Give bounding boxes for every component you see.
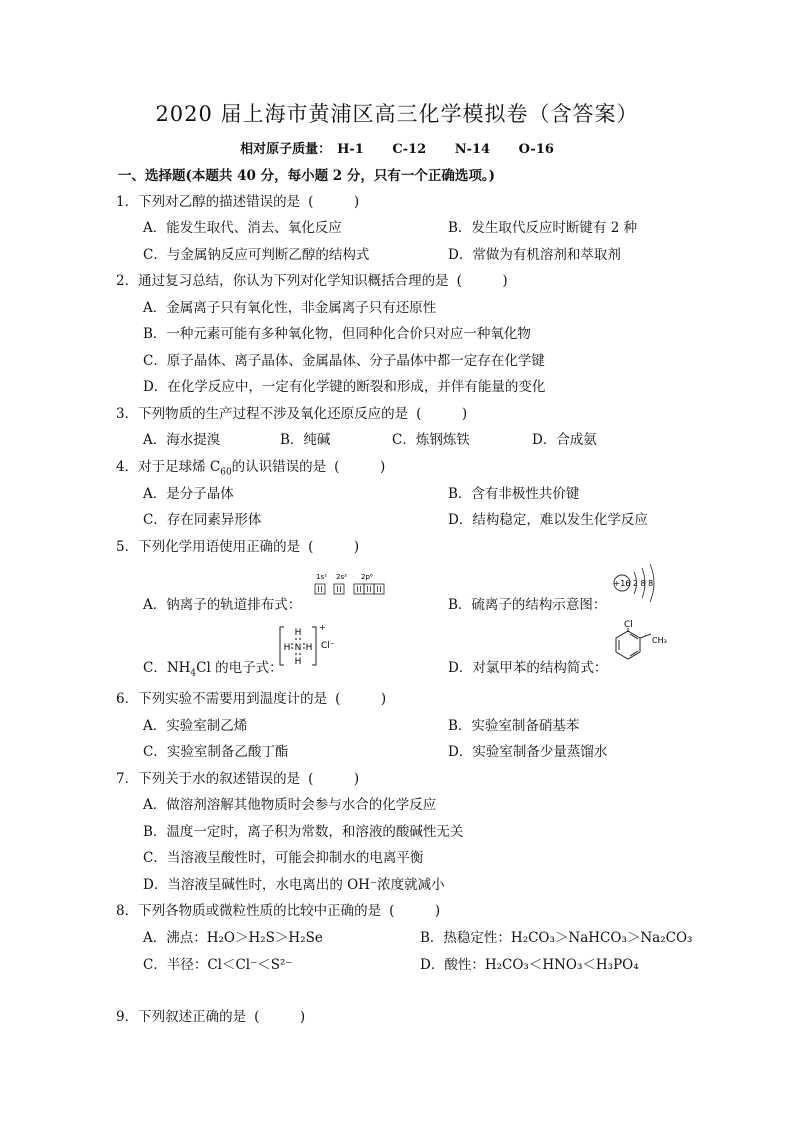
h-bottom: H xyxy=(294,657,302,667)
q7-option-b: B．温度一定时，离子积为常数，和溶液的酸碱性无关 xyxy=(143,824,464,840)
question-stem: 8．下列各物质或微粒性质的比较中正确的是 xyxy=(116,903,382,919)
sulfur-ion-diagram xyxy=(612,560,668,606)
ammonium-charge: + xyxy=(319,623,326,632)
subscript: 60 xyxy=(220,467,232,478)
option-c-text-rest: Cl 的电子式： xyxy=(196,660,283,676)
answer-blank: ( ) xyxy=(416,406,468,422)
answer-blank: ( ) xyxy=(308,771,360,787)
q1-option-b: B．发生取代反应时断键有 2 种 xyxy=(448,220,638,236)
q3-option-b: B．纯碱 xyxy=(280,432,331,448)
orbital-diagram xyxy=(312,570,392,602)
subscript: 4 xyxy=(190,668,197,679)
answer-blank: ( ) xyxy=(308,539,360,555)
question-stem: 7．下列关于水的叙述错误的是 xyxy=(116,771,301,787)
chlorine-label: Cl xyxy=(624,620,633,630)
q5-option-d: D．对氯甲苯的结构简式： xyxy=(448,660,608,676)
orbital-label-2p: 2p⁶ xyxy=(361,573,373,581)
q6-option-d: D．实验室制备少量蒸馏水 xyxy=(448,744,608,760)
question-stem: 3．下列物质的生产过程不涉及氧化还原反应的是 xyxy=(116,406,409,422)
question-stem: 5．下列化学用语使用正确的是 xyxy=(116,539,301,555)
answer-blank: ( ) xyxy=(254,1009,306,1025)
orbital-box-2p-3 xyxy=(374,584,384,594)
q8-option-a: A．沸点：H₂O＞H₂S＞H₂Se xyxy=(143,930,323,946)
q2-option-d: D．在化学反应中，一定有化学键的断裂和形成，并伴有能量的变化 xyxy=(143,379,546,395)
q7-option-d: D．当溶液呈碱性时，水电离出的 OH⁻浓度就减小 xyxy=(143,877,445,893)
answer-blank: ( ) xyxy=(308,194,360,210)
question-stem-rest: 的认识错误的是 xyxy=(231,459,327,475)
nucleus-charge: +16 xyxy=(613,579,631,588)
h-left: H xyxy=(283,643,291,653)
q7-option-a: A．做溶剂溶解其他物质时会参与水合的化学反应 xyxy=(143,797,437,813)
q6-option-b: B．实验室制备硝基苯 xyxy=(448,718,580,734)
q4-option-a: A．是分子晶体 xyxy=(143,486,234,502)
q6-option-c: C．实验室制备乙酸丁酯 xyxy=(143,744,289,760)
q3-option-d: D．合成氨 xyxy=(532,432,597,448)
answer-blank: ( ) xyxy=(335,691,387,707)
h-right: H xyxy=(305,643,313,653)
orbital-label-2s: 2s² xyxy=(336,573,347,581)
mass-h: H-1 xyxy=(337,142,364,157)
relative-atomic-masses xyxy=(0,138,794,157)
answer-blank: ( ) xyxy=(334,459,386,475)
mass-o: O-16 xyxy=(518,142,554,157)
question-4 xyxy=(116,455,386,478)
q5-option-b: B．硫离子的结构示意图： xyxy=(448,597,607,613)
q2-option-c: C．原子晶体、离子晶体、金属晶体、分子晶体中都一定存在化学键 xyxy=(143,353,545,369)
question-stem: 6．下列实验不需要用到温度计的是 xyxy=(116,691,328,707)
orbital-box-2s xyxy=(334,584,344,594)
section-heading: 一、选择题(本题共 40 分，每小题 2 分，只有一个正确选项。) xyxy=(118,168,496,184)
q8-option-c: C．半径：Cl＜Cl⁻＜S²⁻ xyxy=(143,957,293,973)
electron-shells: 2 8 8 xyxy=(632,579,654,588)
question-7 xyxy=(116,767,359,787)
chloride-ion: Cl⁻ xyxy=(321,641,335,651)
question-2 xyxy=(116,269,508,289)
mass-n: N-14 xyxy=(454,142,491,157)
q2-option-b: B．一种元素可能有多种氧化物，但同种化合价只对应一种氧化物 xyxy=(143,326,531,342)
orbital-label-1s: 1s² xyxy=(316,573,327,581)
q1-option-c: C．与金属钠反应可判断乙醇的结构式 xyxy=(143,247,370,263)
right-bracket xyxy=(312,627,316,665)
question-stem: 1．下列对乙醇的描述错误的是 xyxy=(116,194,301,210)
n-center: N xyxy=(294,643,302,653)
question-stem: 4．对于足球烯 C xyxy=(116,459,221,475)
q8-option-d: D．酸性：H₂CO₃＜HNO₃＜H₃PO₄ xyxy=(420,957,639,973)
answer-blank: ( ) xyxy=(389,903,441,919)
q5-option-c xyxy=(143,656,283,679)
masses-label: 相对原子质量： xyxy=(240,142,332,157)
q1-option-d: D．常做为有机溶剂和萃取剂 xyxy=(448,247,621,263)
question-8 xyxy=(116,899,440,919)
orbital-box-1s xyxy=(315,584,325,594)
orbital-box-2p-1 xyxy=(354,584,364,594)
q4-option-c: C．存在同素异形体 xyxy=(143,512,262,528)
mass-c: C-12 xyxy=(392,142,427,157)
benzene-ring xyxy=(616,631,640,659)
orbital-box-2p-2 xyxy=(364,584,374,594)
q4-option-d: D．结构稳定，难以发生化学反应 xyxy=(448,512,648,528)
q3-option-a: A．海水提溴 xyxy=(143,432,221,448)
option-c-text: C．NH xyxy=(143,660,191,676)
methyl-label: CH₃ xyxy=(652,636,667,645)
question-6 xyxy=(116,687,386,707)
chlorotoluene-structure xyxy=(610,616,672,668)
question-1 xyxy=(116,190,359,210)
q7-option-c: C．当溶液呈酸性时，可能会抑制水的电离平衡 xyxy=(143,850,424,866)
q1-option-a: A．能发生取代、消去、氧化反应 xyxy=(143,220,342,236)
q3-option-c: C．炼钢炼铁 xyxy=(392,432,470,448)
question-3 xyxy=(116,402,467,422)
question-5 xyxy=(116,535,359,555)
q8-option-b: B．热稳定性：H₂CO₃＞NaHCO₃＞Na₂CO₃ xyxy=(420,930,693,946)
q2-option-a: A．金属离子只有氧化性，非金属离子只有还原性 xyxy=(143,300,437,316)
page-title: 2020 届上海市黄浦区高三化学模拟卷（含答案） xyxy=(155,102,639,126)
q4-option-b: B．含有非极性共价键 xyxy=(448,486,580,502)
answer-blank: ( ) xyxy=(456,273,508,289)
question-stem: 9．下列叙述正确的是 xyxy=(116,1009,247,1025)
question-9 xyxy=(116,1005,305,1025)
h-top: H xyxy=(294,628,302,638)
ch3-bond xyxy=(640,634,651,638)
q5-option-a: A．钠离子的轨道排布式： xyxy=(143,597,302,613)
nh4cl-electron-formula xyxy=(276,622,342,670)
q6-option-a: A．实验室制乙烯 xyxy=(143,718,248,734)
question-stem: 2．通过复习总结，你认为下列对化学知识概括合理的是 xyxy=(116,273,449,289)
